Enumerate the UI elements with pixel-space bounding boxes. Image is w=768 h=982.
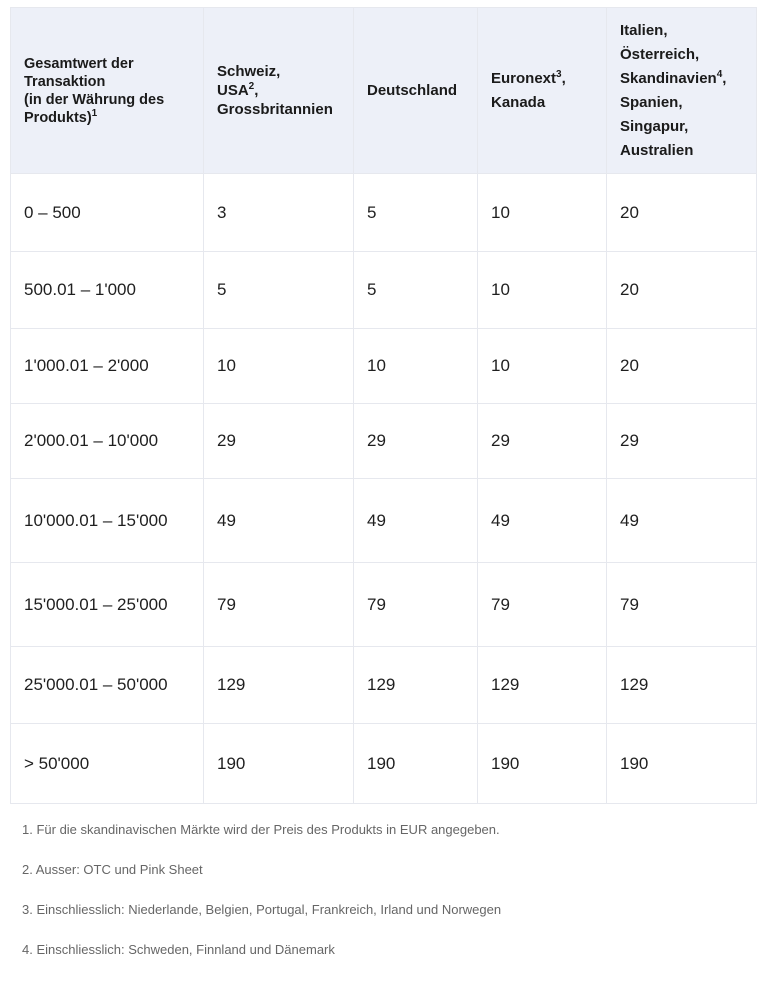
range-cell: 15'000.01 – 25'000 bbox=[11, 563, 204, 647]
table-row bbox=[11, 724, 757, 804]
table-row bbox=[11, 647, 757, 724]
range-cell: 10'000.01 – 15'000 bbox=[11, 479, 204, 563]
fee-cell: 79 bbox=[204, 563, 354, 647]
fee-cell: 129 bbox=[354, 647, 478, 724]
header-comma: , bbox=[561, 69, 566, 87]
table-row bbox=[11, 329, 757, 404]
footnote: 2. Ausser: OTC und Pink Sheet bbox=[22, 862, 203, 877]
fee-cell: 129 bbox=[607, 647, 757, 724]
footnote-marker: 2 bbox=[248, 81, 255, 92]
fee-cell: 10 bbox=[354, 329, 478, 404]
fee-cell: 190 bbox=[478, 724, 607, 804]
fee-cell: 10 bbox=[478, 174, 607, 252]
fee-cell: 29 bbox=[204, 404, 354, 479]
range-cell: 2'000.01 – 10'000 bbox=[11, 404, 204, 479]
footnote-marker: 3 bbox=[556, 68, 562, 80]
header-line: USA bbox=[217, 82, 249, 99]
header-line: Singapur, bbox=[620, 117, 689, 135]
header-line: Italien, bbox=[620, 21, 668, 39]
header-comma: , bbox=[254, 82, 259, 99]
fee-cell: 20 bbox=[607, 252, 757, 329]
header-line: Gesamtwert der bbox=[24, 55, 134, 72]
fee-cell: 29 bbox=[478, 404, 607, 479]
fee-cell: 49 bbox=[354, 479, 478, 563]
header-line: Schweiz, bbox=[217, 63, 281, 80]
range-cell: 0 – 500 bbox=[11, 174, 204, 252]
header-line: Euronext bbox=[491, 69, 557, 87]
table-row bbox=[11, 252, 757, 329]
range-cell: 25'000.01 – 50'000 bbox=[11, 647, 204, 724]
fee-cell: 10 bbox=[204, 329, 354, 404]
footnote: 1. Für die skandinavischen Märkte wird der Preis des Produkts in EUR angegeben. bbox=[22, 822, 500, 837]
fee-cell: 129 bbox=[478, 647, 607, 724]
fee-cell: 49 bbox=[478, 479, 607, 563]
footnote: 3. Einschliesslich: Niederlande, Belgien, Portugal, Frankreich, Irland und Norwegen bbox=[22, 902, 502, 917]
header-transaction-value bbox=[11, 8, 204, 174]
fee-cell: 10 bbox=[478, 252, 607, 329]
header-row bbox=[11, 8, 757, 174]
fee-cell: 29 bbox=[354, 404, 478, 479]
header-line: Kanada bbox=[491, 93, 546, 111]
header-ch-us-gb bbox=[204, 8, 354, 174]
footnote: 4. Einschliesslich: Schweden, Finnland und Dänemark bbox=[22, 942, 335, 957]
range-cell: 500.01 – 1'000 bbox=[11, 252, 204, 329]
header-line-with-note bbox=[24, 109, 191, 127]
fee-cell: 3 bbox=[204, 174, 354, 252]
table-row bbox=[11, 563, 757, 647]
header-line: Transaktion bbox=[24, 73, 106, 90]
fee-cell: 79 bbox=[354, 563, 478, 647]
header-line: Österreich, bbox=[620, 45, 700, 63]
fee-table bbox=[10, 7, 757, 804]
header-line-with-note bbox=[217, 81, 341, 100]
fee-cell: 190 bbox=[607, 724, 757, 804]
table-row bbox=[11, 404, 757, 479]
header-line: Australien bbox=[620, 141, 694, 159]
table-row bbox=[11, 174, 757, 252]
range-cell: 1'000.01 – 2'000 bbox=[11, 329, 204, 404]
fee-cell: 129 bbox=[204, 647, 354, 724]
fee-cell: 49 bbox=[607, 479, 757, 563]
header-line: Deutschland bbox=[367, 82, 458, 99]
fee-cell: 79 bbox=[478, 563, 607, 647]
fee-cell: 79 bbox=[607, 563, 757, 647]
range-cell: > 50'000 bbox=[11, 724, 204, 804]
fee-cell: 20 bbox=[607, 329, 757, 404]
fee-cell: 190 bbox=[204, 724, 354, 804]
fee-cell: 5 bbox=[354, 174, 478, 252]
header-line: Produkts) bbox=[24, 109, 92, 126]
footnote-marker: 4 bbox=[716, 68, 723, 80]
header-line: (in der Währung des bbox=[24, 91, 165, 108]
header-other-markets bbox=[607, 8, 757, 174]
footnote-marker: 1 bbox=[91, 107, 98, 119]
header-line: Spanien, bbox=[620, 93, 683, 111]
table-row bbox=[11, 479, 757, 563]
fee-cell: 10 bbox=[478, 329, 607, 404]
fee-cell: 190 bbox=[354, 724, 478, 804]
header-line: Skandinavien bbox=[620, 69, 717, 87]
footnotes bbox=[22, 822, 742, 982]
fee-cell: 29 bbox=[607, 404, 757, 479]
fee-cell: 5 bbox=[204, 252, 354, 329]
fee-cell: 5 bbox=[354, 252, 478, 329]
header-line-with-note bbox=[491, 67, 594, 91]
header-euronext-ca bbox=[478, 8, 607, 174]
header-comma: , bbox=[722, 69, 727, 87]
fee-cell: 49 bbox=[204, 479, 354, 563]
header-de bbox=[354, 8, 478, 174]
header-line-with-note bbox=[620, 67, 744, 91]
fee-cell: 20 bbox=[607, 174, 757, 252]
header-line: Grossbritannien bbox=[217, 101, 333, 118]
